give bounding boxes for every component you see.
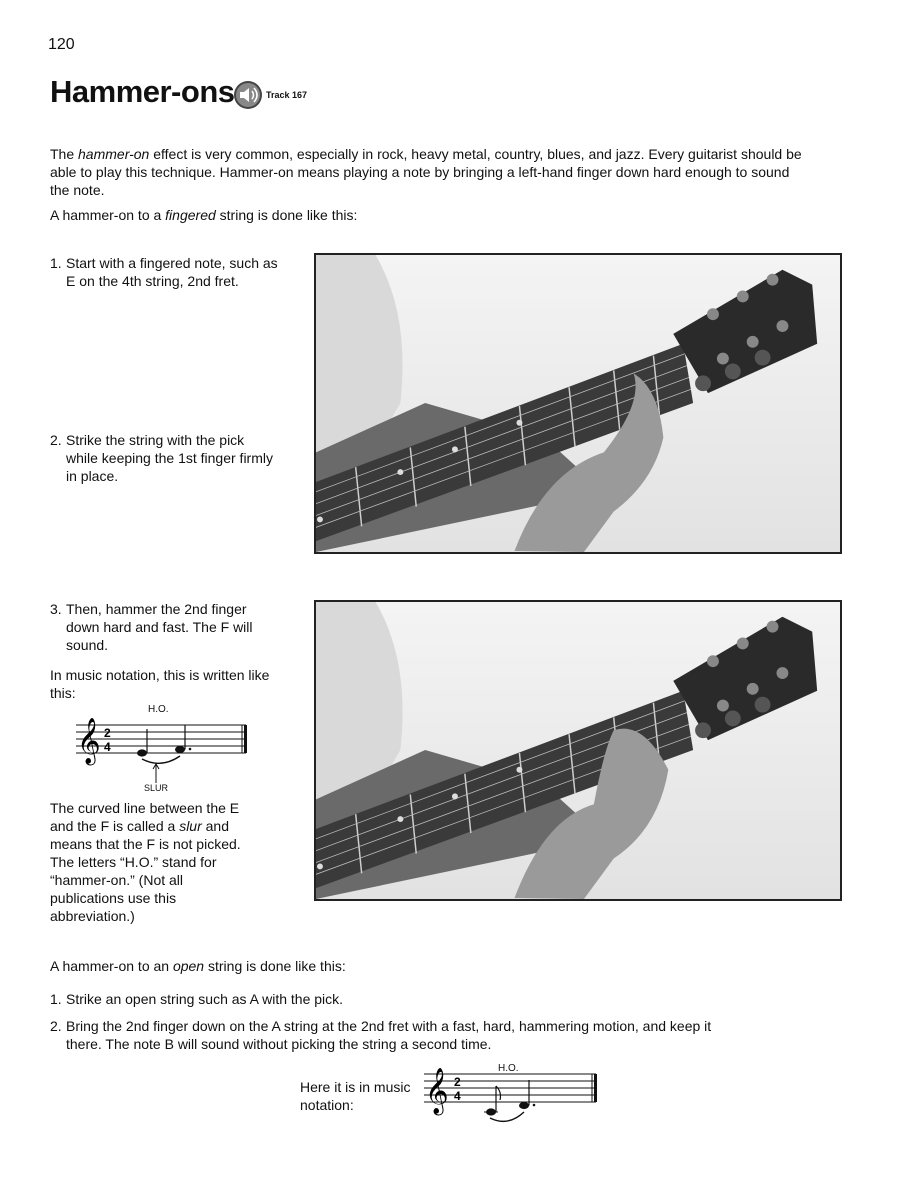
step-1: 1. Start with a fingered note, such as E on the 4th string, 2nd fret. bbox=[50, 255, 278, 289]
track-label: Track 167 bbox=[266, 90, 308, 100]
speaker-icon[interactable] bbox=[233, 80, 263, 110]
notation-label: Here it is in music notation: bbox=[300, 1079, 411, 1113]
svg-text:𝄞: 𝄞 bbox=[425, 1068, 449, 1114]
photo-fingered-note bbox=[314, 253, 842, 554]
photo-hammered-note bbox=[314, 600, 842, 901]
page-number: 120 bbox=[48, 36, 75, 53]
svg-text:𝄞: 𝄞 bbox=[77, 718, 101, 764]
fingered-lead: A hammer-on to a fingered string is done like this: bbox=[50, 207, 358, 223]
ho-label-big: H.O. bbox=[498, 1063, 519, 1074]
intro-paragraph: The hammer-on effect is very common, especially in rock, heavy metal, country, blues, and jazz. Every guitarist should be able to play this technique. Hammer-on means playing a note by bringing a left-hand finger down hard enough to sound the note. bbox=[50, 146, 802, 198]
open-lead: A hammer-on to an open string is done like this: bbox=[50, 958, 346, 974]
open-step-2: 2. Bring the 2nd finger down on the A string at the 2nd fret with a fast, hard, hammering motion, and keep it there. The note B will sound without picking the string a second time. bbox=[50, 1018, 712, 1052]
notation-note: In music notation, this is written like this: bbox=[50, 667, 270, 701]
svg-text:2: 2 bbox=[104, 726, 111, 740]
step-3: 3. Then, hammer the 2nd finger down hard and fast. The F will sound. bbox=[50, 601, 253, 653]
open-step-1: 1. Strike an open string such as A with the pick. bbox=[50, 991, 344, 1007]
svg-text:4: 4 bbox=[104, 740, 111, 754]
svg-text:4: 4 bbox=[454, 1089, 461, 1103]
step-2: 2. Strike the string with the pick while keeping the 1st finger firmly in place. bbox=[50, 432, 273, 484]
slur-explanation: The curved line between the E and the F is called a slur and means that the F is not picked. The letters “H.O.” stand for “hammer-on.” (Not all publications use this abbreviation.) bbox=[50, 800, 241, 924]
ho-label-small: H.O. bbox=[148, 704, 169, 715]
slur-label: SLUR bbox=[144, 783, 169, 793]
page-title: Hammer-ons bbox=[50, 74, 235, 109]
svg-text:2: 2 bbox=[454, 1075, 461, 1089]
